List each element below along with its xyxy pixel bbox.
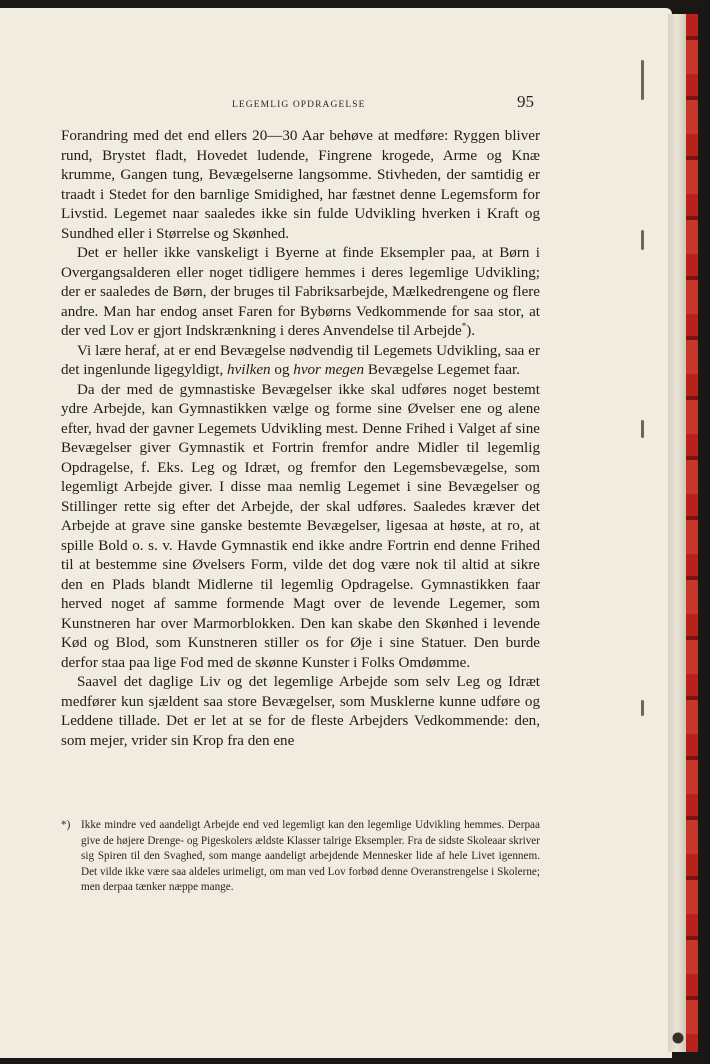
paragraph-text: og [274, 362, 290, 378]
footnote-marker: *) [61, 819, 71, 831]
paragraph-end: Bevægelse Legemet faar. [367, 362, 521, 378]
italic-emphasis: hvor megen [293, 362, 365, 378]
paragraph: Forandring med det end ellers 20—30 Aar behøve at medføre: Ryggen bliver rund, Brystet fladt, Hovedet ludende, Fingrene krogede, Arme og Knæ krumme, Gangen tung, Bevægelserne langsomme. Stivheden, der samtidig er traadt i Stedet for den barnlige Smidighed, har fæstnet denne Legemsform for Livstid. Legemet naar saaledes ikke sin fulde Udvikling hverken i Kraft og Sundhed eller i Størrelse og Skønhed. [61, 128, 540, 242]
running-head: LEGEMLIG OPDRAGELSE [232, 100, 366, 110]
margin-mark [641, 60, 644, 100]
body-text [61, 127, 540, 751]
book-binding-edge [686, 14, 698, 1052]
footnote-text: Ikke mindre ved aandeligt Arbejde end ved legemligt kan den legemlige Udvikling hemmes. Derpaa give de højere Drenge- og Pigeskolers ældste Klasser talrige Eksempler. Fra de sidste Skoleaar skriver sig Spiren til den Svaghed, som mange aandeligt arbejdende Mennesker lide af hele Livet igennem. Det vilde ikke være saa aldeles urimeligt, om man ved Lov forbød denne Overanstrengelse i Skolerne; men derpaa tænker næppe mange. [81, 819, 540, 894]
paragraph-text: Vi lære heraf, at er end Bevægelse nødvendig til Legemets Udvikling, saa er det ingenlunde ligegyldigt, [61, 342, 540, 378]
page-number: 95 [517, 92, 534, 111]
margin-mark [641, 700, 644, 716]
footnote-reference: * [461, 320, 467, 331]
margin-mark [641, 420, 644, 438]
paragraph [61, 342, 540, 381]
paragraph: Saavel det daglige Liv og det legemlige Arbejde som selv Leg og Idræt medfører kun sjældent saa store Bevægelser, som Musklerne kunne udføre og Leddene tillade. Det er let at se for de fleste Arbejders Vedkommende: den, som mejer, vrider sin Krop fra den ene [61, 674, 540, 749]
paragraph-end: ). [466, 323, 476, 339]
paragraph [61, 244, 540, 342]
paragraph: Da der med de gymnastiske Bevægelser ikke skal udføres noget bestemt ydre Arbejde, kan Gymnastikken vælge og forme sine Øvelser ene og alene efter, hvad der gavner Legemets Udvikling mest. Denne Frihed i Valget af sine Bevægelser giver Gymnastik et Fortrin fremfor andre Midler til legemlig Opdragelse, f. Eks. Leg og Idræt, og fremfor den Legemsbevægelse, som legemligt Arbejde giver. I disse maa nemlig Legemet i sine Bevægelser og Stillinger rette sig efter det Arbejde, der skal udføres. Saaledes kræver det Arbejde at grave sine ganske bestemte Bevægelser, ligesaa at høste, at ro, at spille Bold o. s. v. Havde Gymnastik end ikke andre Fortrin end denne Frihed til at bestemme sine Øvelsers Form, vilde det dog være nok til altid at sikre den en Plads blandt Midlerne til legemlig Opdragelse. Gymnastikken faar herved noget af samme formende Magt over de levende Legemer, som Kunstneren har over Marmorblokken. Den kan skabe den Skønhed i levende Kød og Blod, som Kunstneren stiller os for Øje i sine Statuer. Den burde derfor staa paa lige Fod med de skønne Kunster i Folks Omdømme. [61, 381, 540, 671]
margin-mark [641, 230, 644, 250]
paragraph-text: Det er heller ikke vanskeligt i Byerne at finde Eksempler paa, at Børn i Overgangsalderen eller noget tidligere hemmes i deres legemlige Udvikling; der er saaledes de Børn, der bruges til Fabriksarbejde, Mælkedrengene og flere andre. Man har endog anset Faren for Bybørns Vedkommende for saa stor, at der ved Lov er gjort Indskrænkning i deres Anvendelse til Arbejde [61, 245, 540, 339]
page-corner-mark [668, 1028, 688, 1048]
italic-emphasis: hvilken [227, 362, 271, 378]
footnote [61, 818, 540, 896]
